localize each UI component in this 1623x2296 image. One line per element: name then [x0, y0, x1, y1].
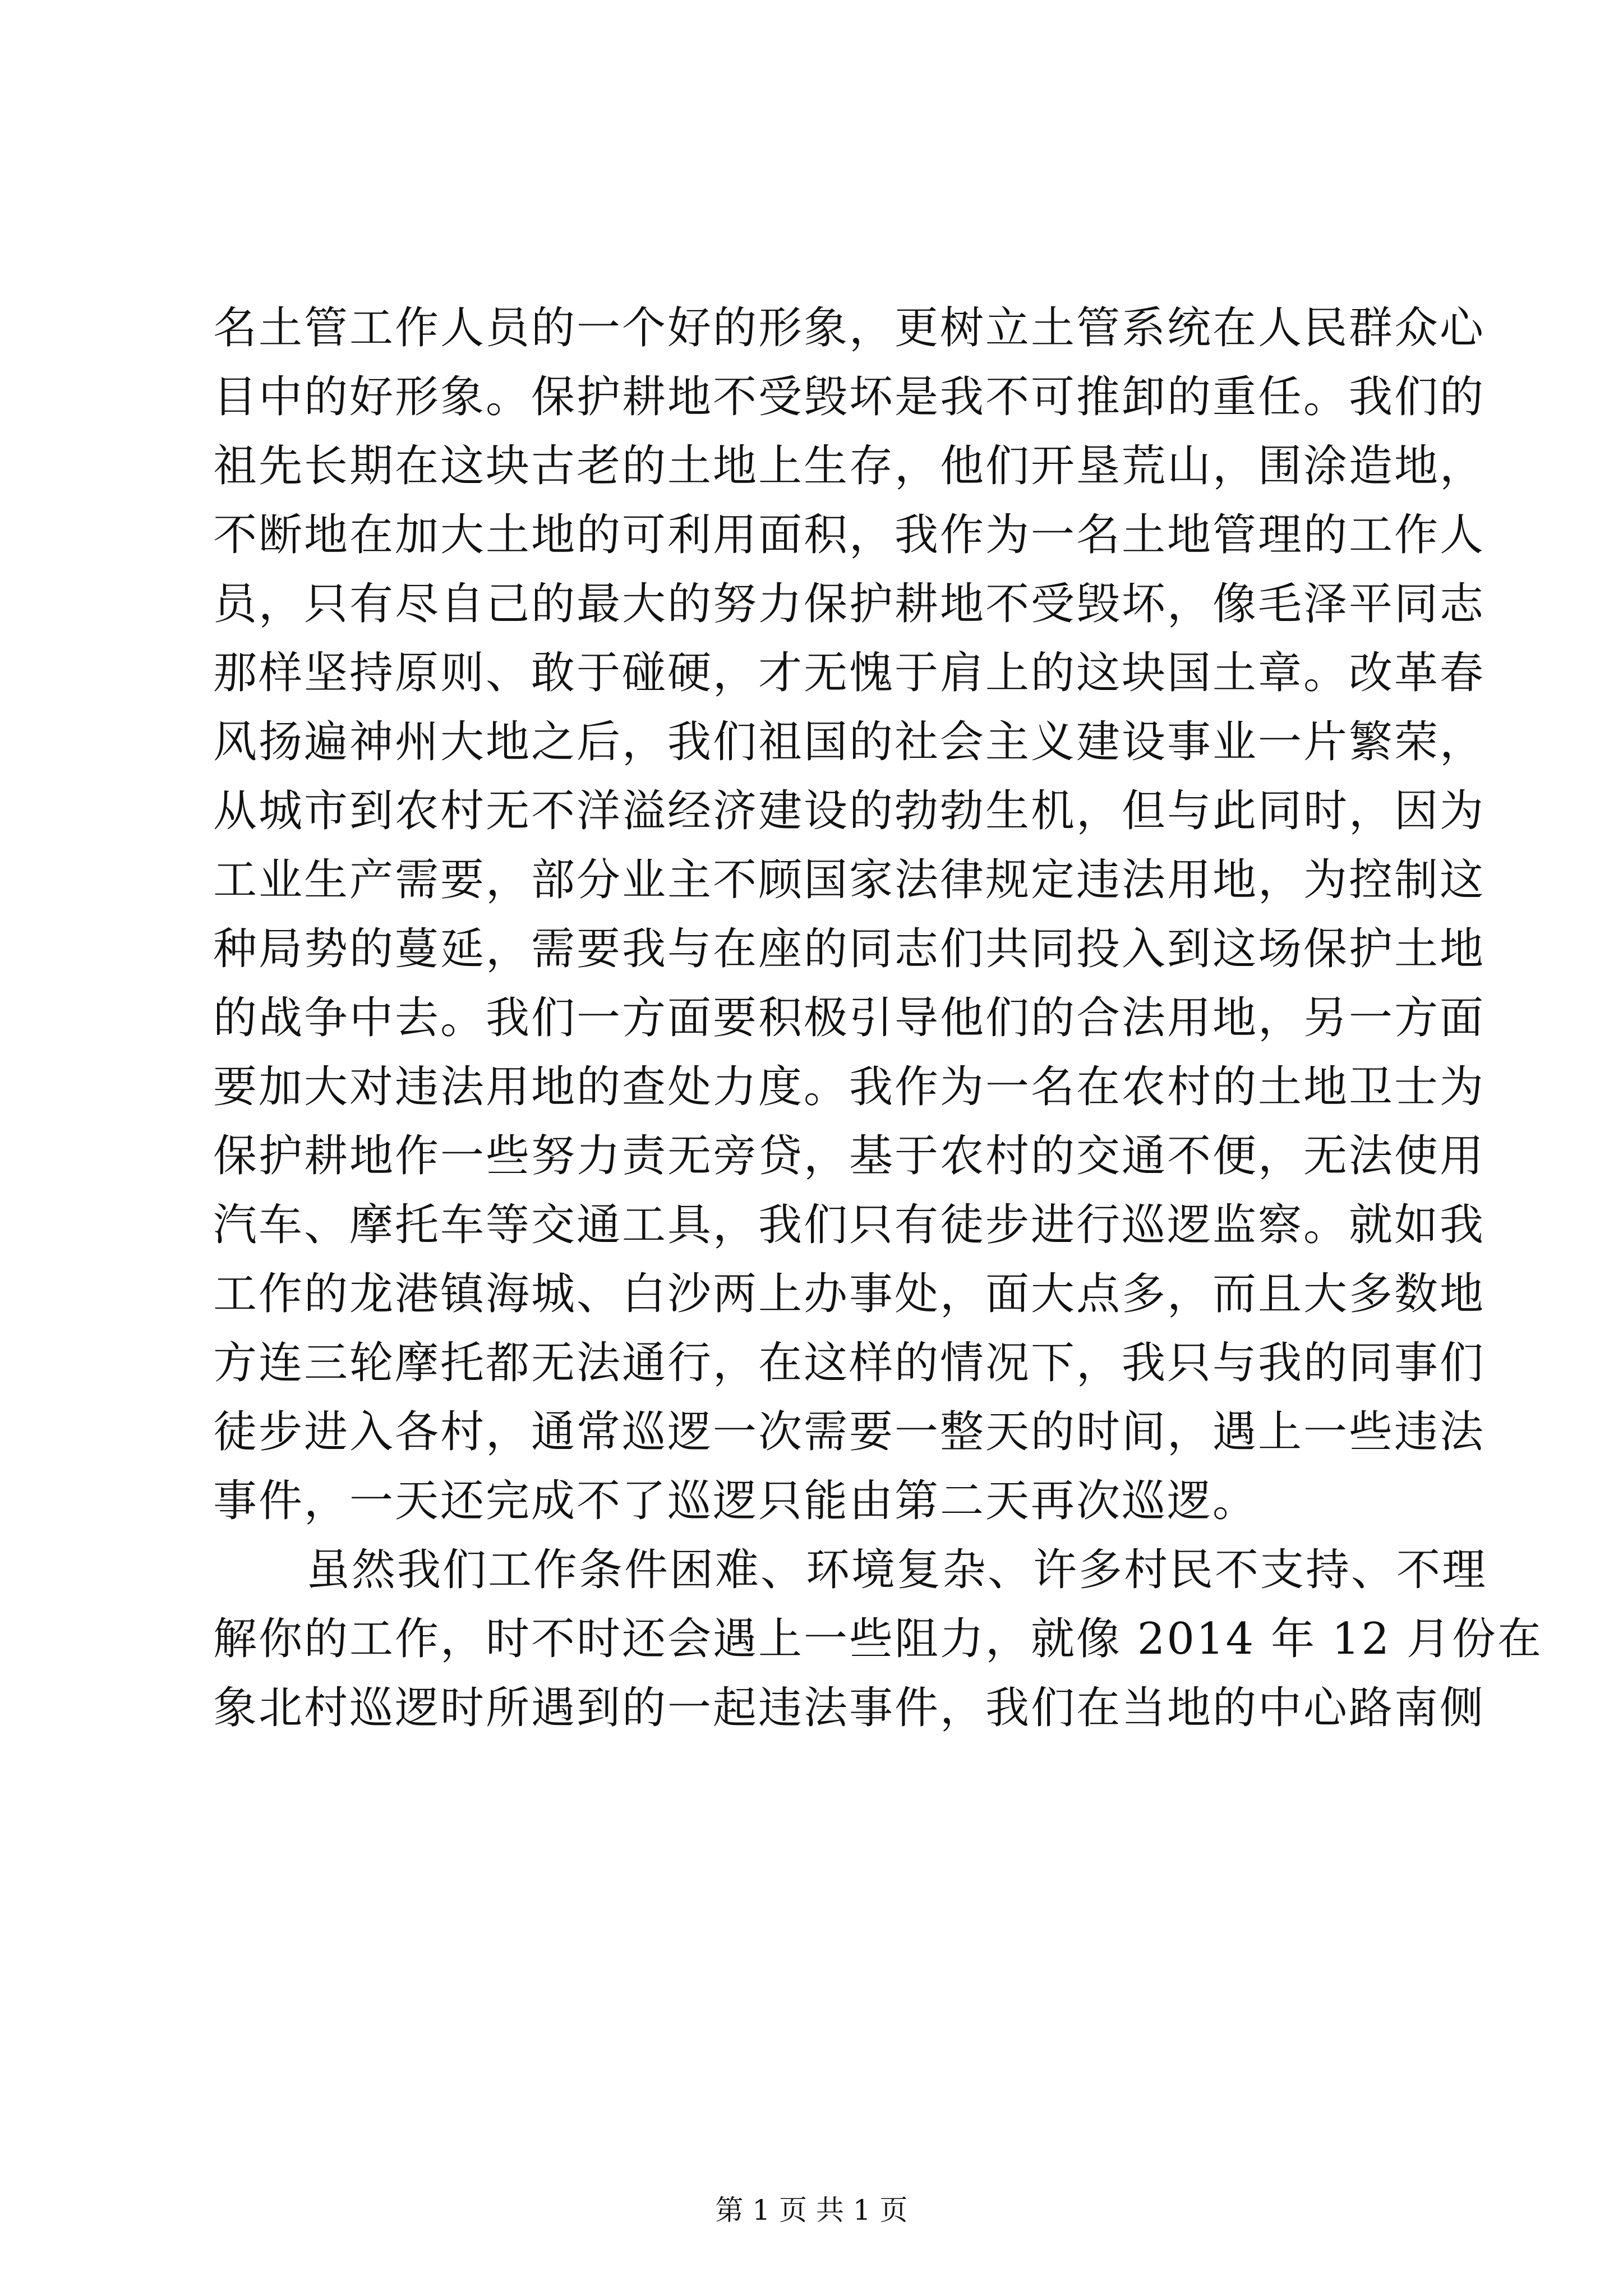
text-line: 风扬遍神州大地之后，我们祖国的社会主义建设事业一片繁荣，	[213, 717, 1486, 767]
text-line: 方连三轮摩托都无法通行，在这样的情况下，我只与我的同事们	[213, 1338, 1486, 1388]
text-line: 祖先长期在这块古老的土地上生存，他们开垦荒山，围涂造地，	[213, 441, 1486, 491]
text-line: 的战争中去。我们一方面要积极引导他们的合法用地，另一方面	[213, 993, 1486, 1043]
text-line: 解你的工作，时不时还会遇上一些阻力，就像 2014 年 12 月份在	[213, 1614, 1543, 1664]
text-line: 目中的好形象。保护耕地不受毁坏是我不可推卸的重任。我们的	[213, 372, 1486, 422]
text-line: 汽车、摩托车等交通工具，我们只有徒步进行巡逻监察。就如我	[213, 1200, 1486, 1250]
text-line: 从城市到农村无不洋溢经济建设的勃勃生机，但与此同时，因为	[213, 786, 1486, 836]
text-line: 那样坚持原则、敢于碰硬，才无愧于肩上的这块国土章。改革春	[213, 648, 1486, 698]
text-line: 事件，一天还完成不了巡逻只能由第二天再次巡逻。	[213, 1476, 1258, 1526]
text-line: 员，只有尽自己的最大的努力保护耕地不受毁坏，像毛泽平同志	[213, 579, 1486, 629]
text-line: 保护耕地作一些努力责无旁贷，基于农村的交通不便，无法使用	[213, 1131, 1486, 1181]
text-line: 徒步进入各村，通常巡逻一次需要一整天的时间，遇上一些违法	[213, 1407, 1486, 1457]
text-line: 名土管工作人员的一个好的形象，更树立土管系统在人民群众心	[213, 303, 1486, 353]
text-line: 工作的龙港镇海城、白沙两上办事处，面大点多，而且大多数地	[213, 1269, 1486, 1319]
text-line: 虽然我们工作条件困难、环境复杂、许多村民不支持、不理	[306, 1545, 1488, 1595]
text-line: 不断地在加大土地的可利用面积，我作为一名土地管理的工作人	[213, 510, 1486, 560]
text-line: 要加大对违法用地的查处力度。我作为一名在农村的土地卫士为	[213, 1062, 1486, 1112]
text-line: 工业生产需要，部分业主不顾国家法律规定违法用地，为控制这	[213, 855, 1486, 905]
text-line: 种局势的蔓延，需要我与在座的同志们共同投入到这场保护土地	[213, 924, 1486, 974]
text-line: 象北村巡逻时所遇到的一起违法事件，我们在当地的中心路南侧	[213, 1683, 1486, 1733]
page-number-footer: 第 1 页 共 1 页	[715, 2194, 908, 2226]
